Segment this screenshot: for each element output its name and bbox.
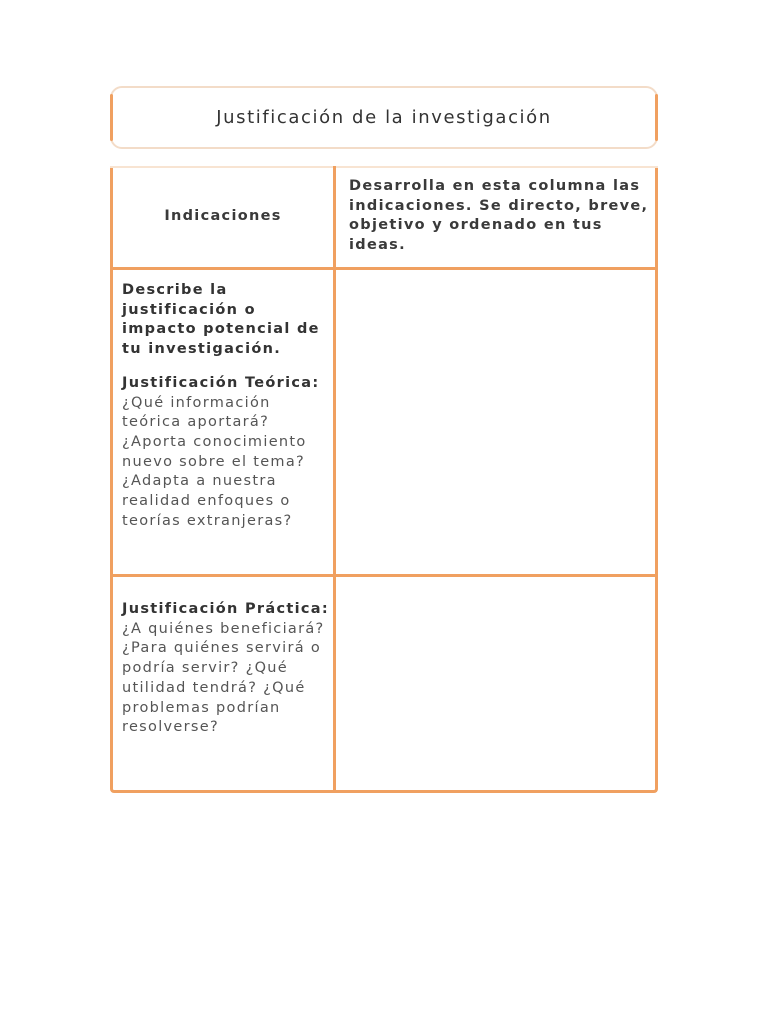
row-divider-header — [113, 267, 655, 270]
header-develop: Desarrolla en esta columna las indicaciones. Se directo, breve, objetivo y ordenado en tus ideas. — [349, 178, 649, 254]
row2-label: Justificación Práctica: — [122, 601, 329, 617]
row1-text: ¿Qué información teórica aportará? ¿Aporta conocimiento nuevo sobre el tema? ¿Adapta a nuestra realidad enfoques o teorías extranjeras? — [122, 394, 307, 529]
row-divider-middle — [113, 574, 655, 577]
page-title: Justificación de la investigación — [216, 107, 552, 128]
row2-text: ¿A quiénes beneficiará? ¿Para quiénes servirá o podría servir? ¿Qué utilidad tendrá? ¿Qué problemas podrían resolverse? — [122, 620, 325, 736]
column-divider — [333, 166, 336, 790]
row1-intro: Describe la justificación o impacto potencial de tu investigación. — [122, 282, 320, 358]
row-practical-indication — [122, 600, 332, 738]
row-theoretical-indication — [122, 281, 332, 531]
indications-table — [110, 166, 658, 793]
header-indications: Indicaciones — [164, 207, 282, 224]
title-box — [110, 86, 658, 149]
row1-label: Justificación Teórica: — [122, 374, 320, 391]
